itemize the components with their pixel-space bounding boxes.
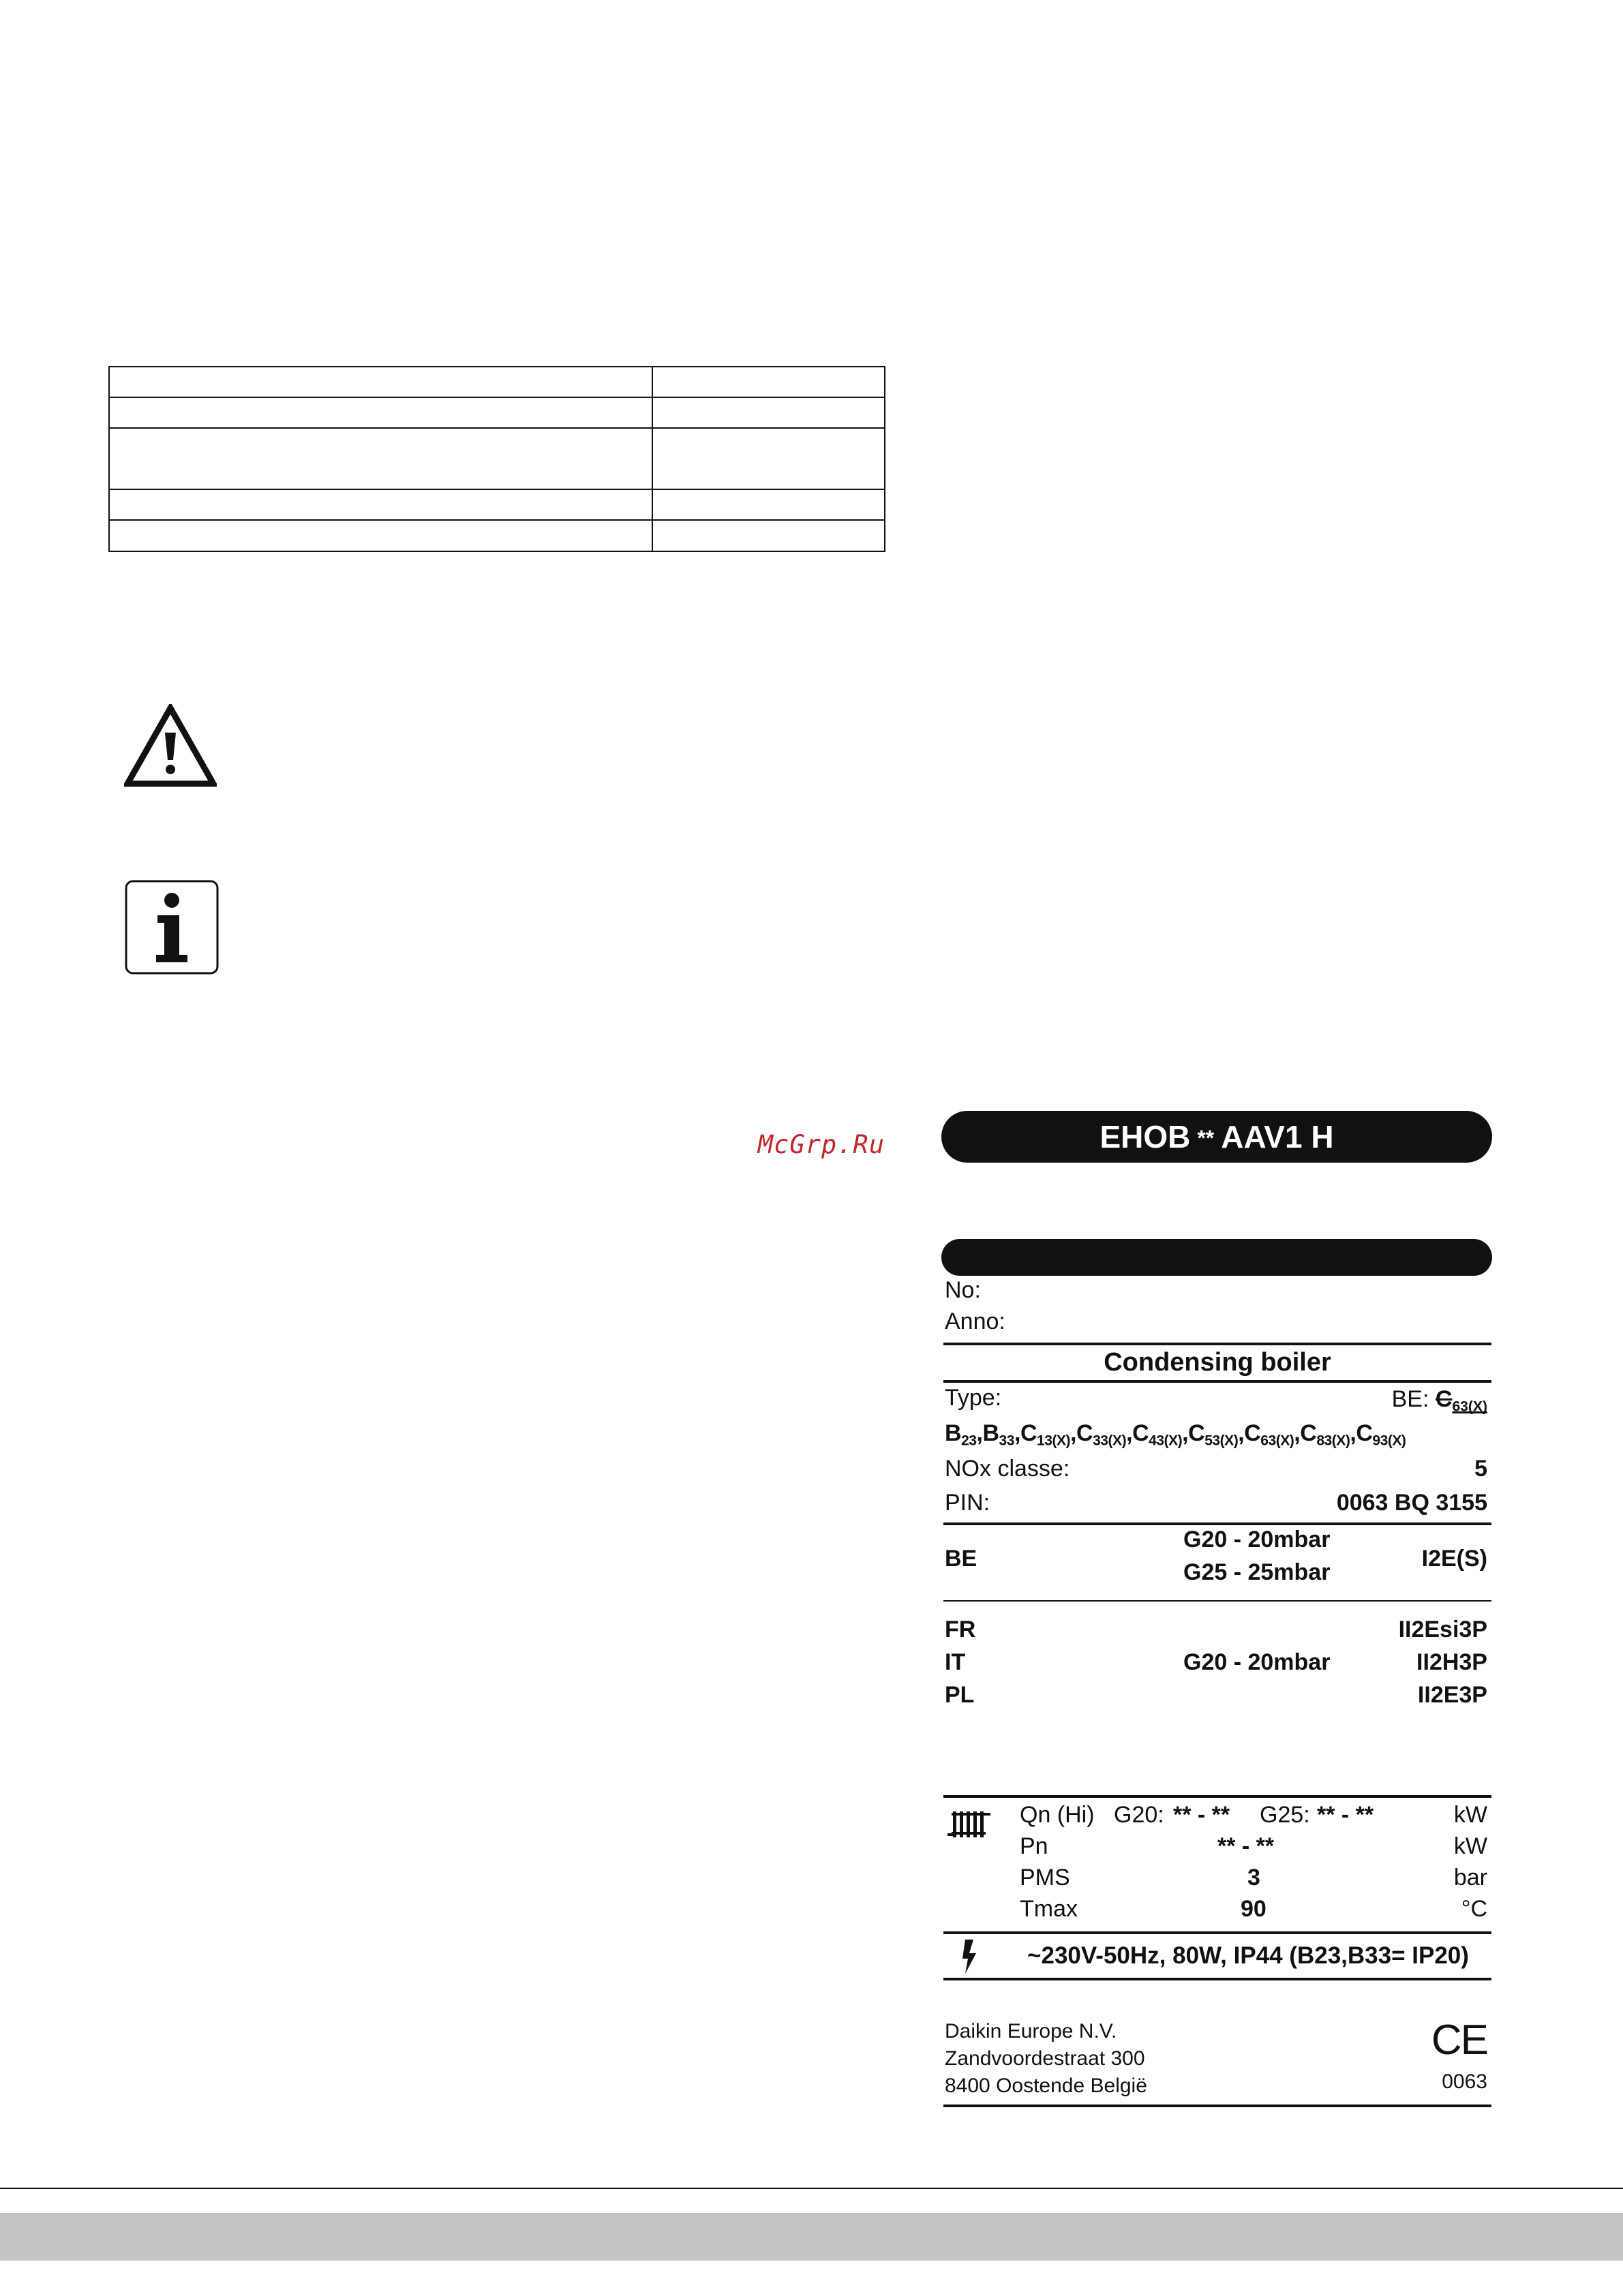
model-prefix: EHOB — [1099, 1119, 1191, 1154]
other-countries — [945, 1617, 1490, 1719]
pin-row — [945, 1490, 1490, 1520]
appliance-type-letter: C — [1020, 1420, 1037, 1446]
table-row-divider — [110, 519, 884, 521]
divider — [943, 1343, 1491, 1345]
be-country-code: BE — [945, 1546, 977, 1572]
serial-number-label: No: — [945, 1277, 981, 1303]
country-code: FR — [945, 1617, 976, 1642]
nox-value: 5 — [1474, 1456, 1487, 1482]
type-row — [945, 1385, 1490, 1415]
appliance-type-sub: 33(X) — [1093, 1433, 1127, 1449]
divider — [943, 2104, 1491, 2107]
appliance-type-letter: C — [1076, 1420, 1093, 1446]
pn-unit: kW — [1453, 1833, 1487, 1859]
pms-row — [945, 1865, 1490, 1895]
tmax-unit: °C — [1461, 1896, 1487, 1922]
be-gas-row — [945, 1527, 1490, 1592]
appliance-type-sub: 53(X) — [1204, 1433, 1239, 1449]
info-icon — [125, 880, 219, 975]
appliance-type-sub: 83(X) — [1316, 1433, 1350, 1449]
warning-triangle-icon — [124, 704, 217, 789]
table-row-divider — [110, 427, 884, 429]
be-excluded-code — [1435, 1386, 1487, 1415]
be-gas-category: I2E(S) — [1421, 1546, 1487, 1572]
pin-value: 0063 BQ 3155 — [1336, 1490, 1487, 1516]
divider — [943, 1978, 1491, 1980]
lightning-icon — [960, 1938, 980, 1975]
appliance-type — [1356, 1420, 1406, 1449]
model-suffix: AAV1 H — [1221, 1119, 1334, 1154]
qn-row — [945, 1802, 1490, 1832]
appliance-types: $B_{23},B_{33},C_{13(X)},C_{33(X)},C_{43(X)},C_{53(X)},C_{63(X)},C_{83(X)},C_{93(X)}$ — [945, 1420, 1406, 1449]
appliance-type — [982, 1420, 1014, 1449]
manufacturer-street: Zandvoordestraat 300 — [945, 2047, 1145, 2070]
gas-category: II2H3P — [1416, 1649, 1487, 1675]
electrical-specs: ~230V-50Hz, 80W, IP44 (B23,B33= IP20) — [1027, 1942, 1469, 1969]
appliance-type — [1300, 1420, 1350, 1449]
notified-body-number: 0063 — [1442, 2070, 1487, 2093]
appliance-type-letter: C — [1300, 1420, 1317, 1446]
pn-value: ** - ** — [1217, 1833, 1275, 1859]
qn-g25-value: ** - ** — [1317, 1802, 1374, 1828]
qn-g25-label: G25: — [1260, 1802, 1310, 1828]
table-column-divider — [652, 367, 653, 551]
pms-value: 3 — [1247, 1865, 1260, 1891]
nox-row — [945, 1456, 1490, 1486]
country-code: PL — [945, 1682, 975, 1708]
qn-g20-value: ** - ** — [1173, 1802, 1230, 1828]
appliance-type-sub: 33 — [999, 1433, 1014, 1449]
model-stars: ** — [1197, 1125, 1215, 1150]
be-gas-2: G25 - 25mbar — [1183, 1559, 1331, 1585]
ce-mark: CE — [1431, 2017, 1487, 2064]
manufacturer-name: Daikin Europe N.V. — [945, 2020, 1117, 2042]
appliance-type — [1188, 1420, 1239, 1449]
pn-row — [945, 1833, 1490, 1863]
country-code: IT — [945, 1649, 966, 1675]
tmax-row — [945, 1896, 1490, 1926]
be-code-sub: 63(X) — [1452, 1398, 1487, 1415]
appliance-type — [945, 1420, 977, 1449]
appliance-type-sub: 43(X) — [1149, 1433, 1183, 1449]
manufacturer-city: 8400 Oostende België — [945, 2075, 1147, 2097]
footer-band — [0, 2213, 1623, 2261]
appliance-type-letter: C — [1244, 1420, 1261, 1446]
appliance-type — [1076, 1420, 1127, 1449]
product-name: Condensing boiler — [1104, 1348, 1331, 1377]
footer-rule — [0, 2188, 1623, 2189]
appliance-type-sub: 63(X) — [1260, 1433, 1294, 1449]
pin-label: PIN: — [945, 1490, 990, 1516]
be-label: BE: — [1391, 1386, 1429, 1412]
be-exclusion — [1392, 1386, 1487, 1415]
empty-table — [108, 366, 885, 552]
watermark: McGrp.Ru — [757, 1130, 885, 1159]
tmax-value: 90 — [1241, 1896, 1266, 1922]
pn-label: Pn — [1020, 1833, 1048, 1859]
pms-label: PMS — [1020, 1865, 1070, 1891]
divider — [943, 1931, 1491, 1934]
qn-label: Qn (Hi) — [1020, 1802, 1095, 1828]
appliance-type-sub: 93(X) — [1372, 1433, 1406, 1449]
appliance-type — [1020, 1420, 1071, 1449]
appliance-type — [1244, 1420, 1294, 1449]
appliance-type-letter: C — [1132, 1420, 1149, 1446]
divider — [943, 1600, 1491, 1602]
appliance-type-sub: 23 — [961, 1433, 977, 1449]
be-gas-1: G20 - 20mbar — [1183, 1527, 1331, 1552]
qn-unit: kW — [1453, 1802, 1487, 1828]
gas-category: II2Esi3P — [1398, 1617, 1487, 1642]
be-code-letter: C — [1435, 1386, 1453, 1412]
appliance-type — [1132, 1420, 1183, 1449]
year-label: Anno: — [945, 1308, 1005, 1334]
nox-label: NOx classe: — [945, 1456, 1070, 1482]
divider — [943, 1522, 1491, 1525]
plate-header-bar — [941, 1239, 1492, 1276]
tmax-label: Tmax — [1020, 1896, 1078, 1922]
divider — [943, 1380, 1491, 1383]
pms-unit: bar — [1453, 1865, 1487, 1891]
appliance-type-letter: C — [1356, 1420, 1373, 1446]
divider — [943, 1795, 1491, 1798]
appliance-type-letter: C — [1188, 1420, 1205, 1446]
gas-category: II2E3P — [1417, 1682, 1487, 1708]
appliance-type-sub: 13(X) — [1037, 1433, 1071, 1449]
qn-g20-label: G20: — [1114, 1802, 1164, 1828]
table-row-divider — [110, 397, 884, 398]
table-row-divider — [110, 489, 884, 490]
appliance-type-letter: B — [982, 1420, 999, 1446]
model-title-bar — [941, 1111, 1492, 1163]
appliance-type-letter: B — [945, 1420, 962, 1446]
type-label: Type: — [945, 1385, 1002, 1411]
gas-pressure: G20 - 20mbar — [1183, 1649, 1331, 1675]
